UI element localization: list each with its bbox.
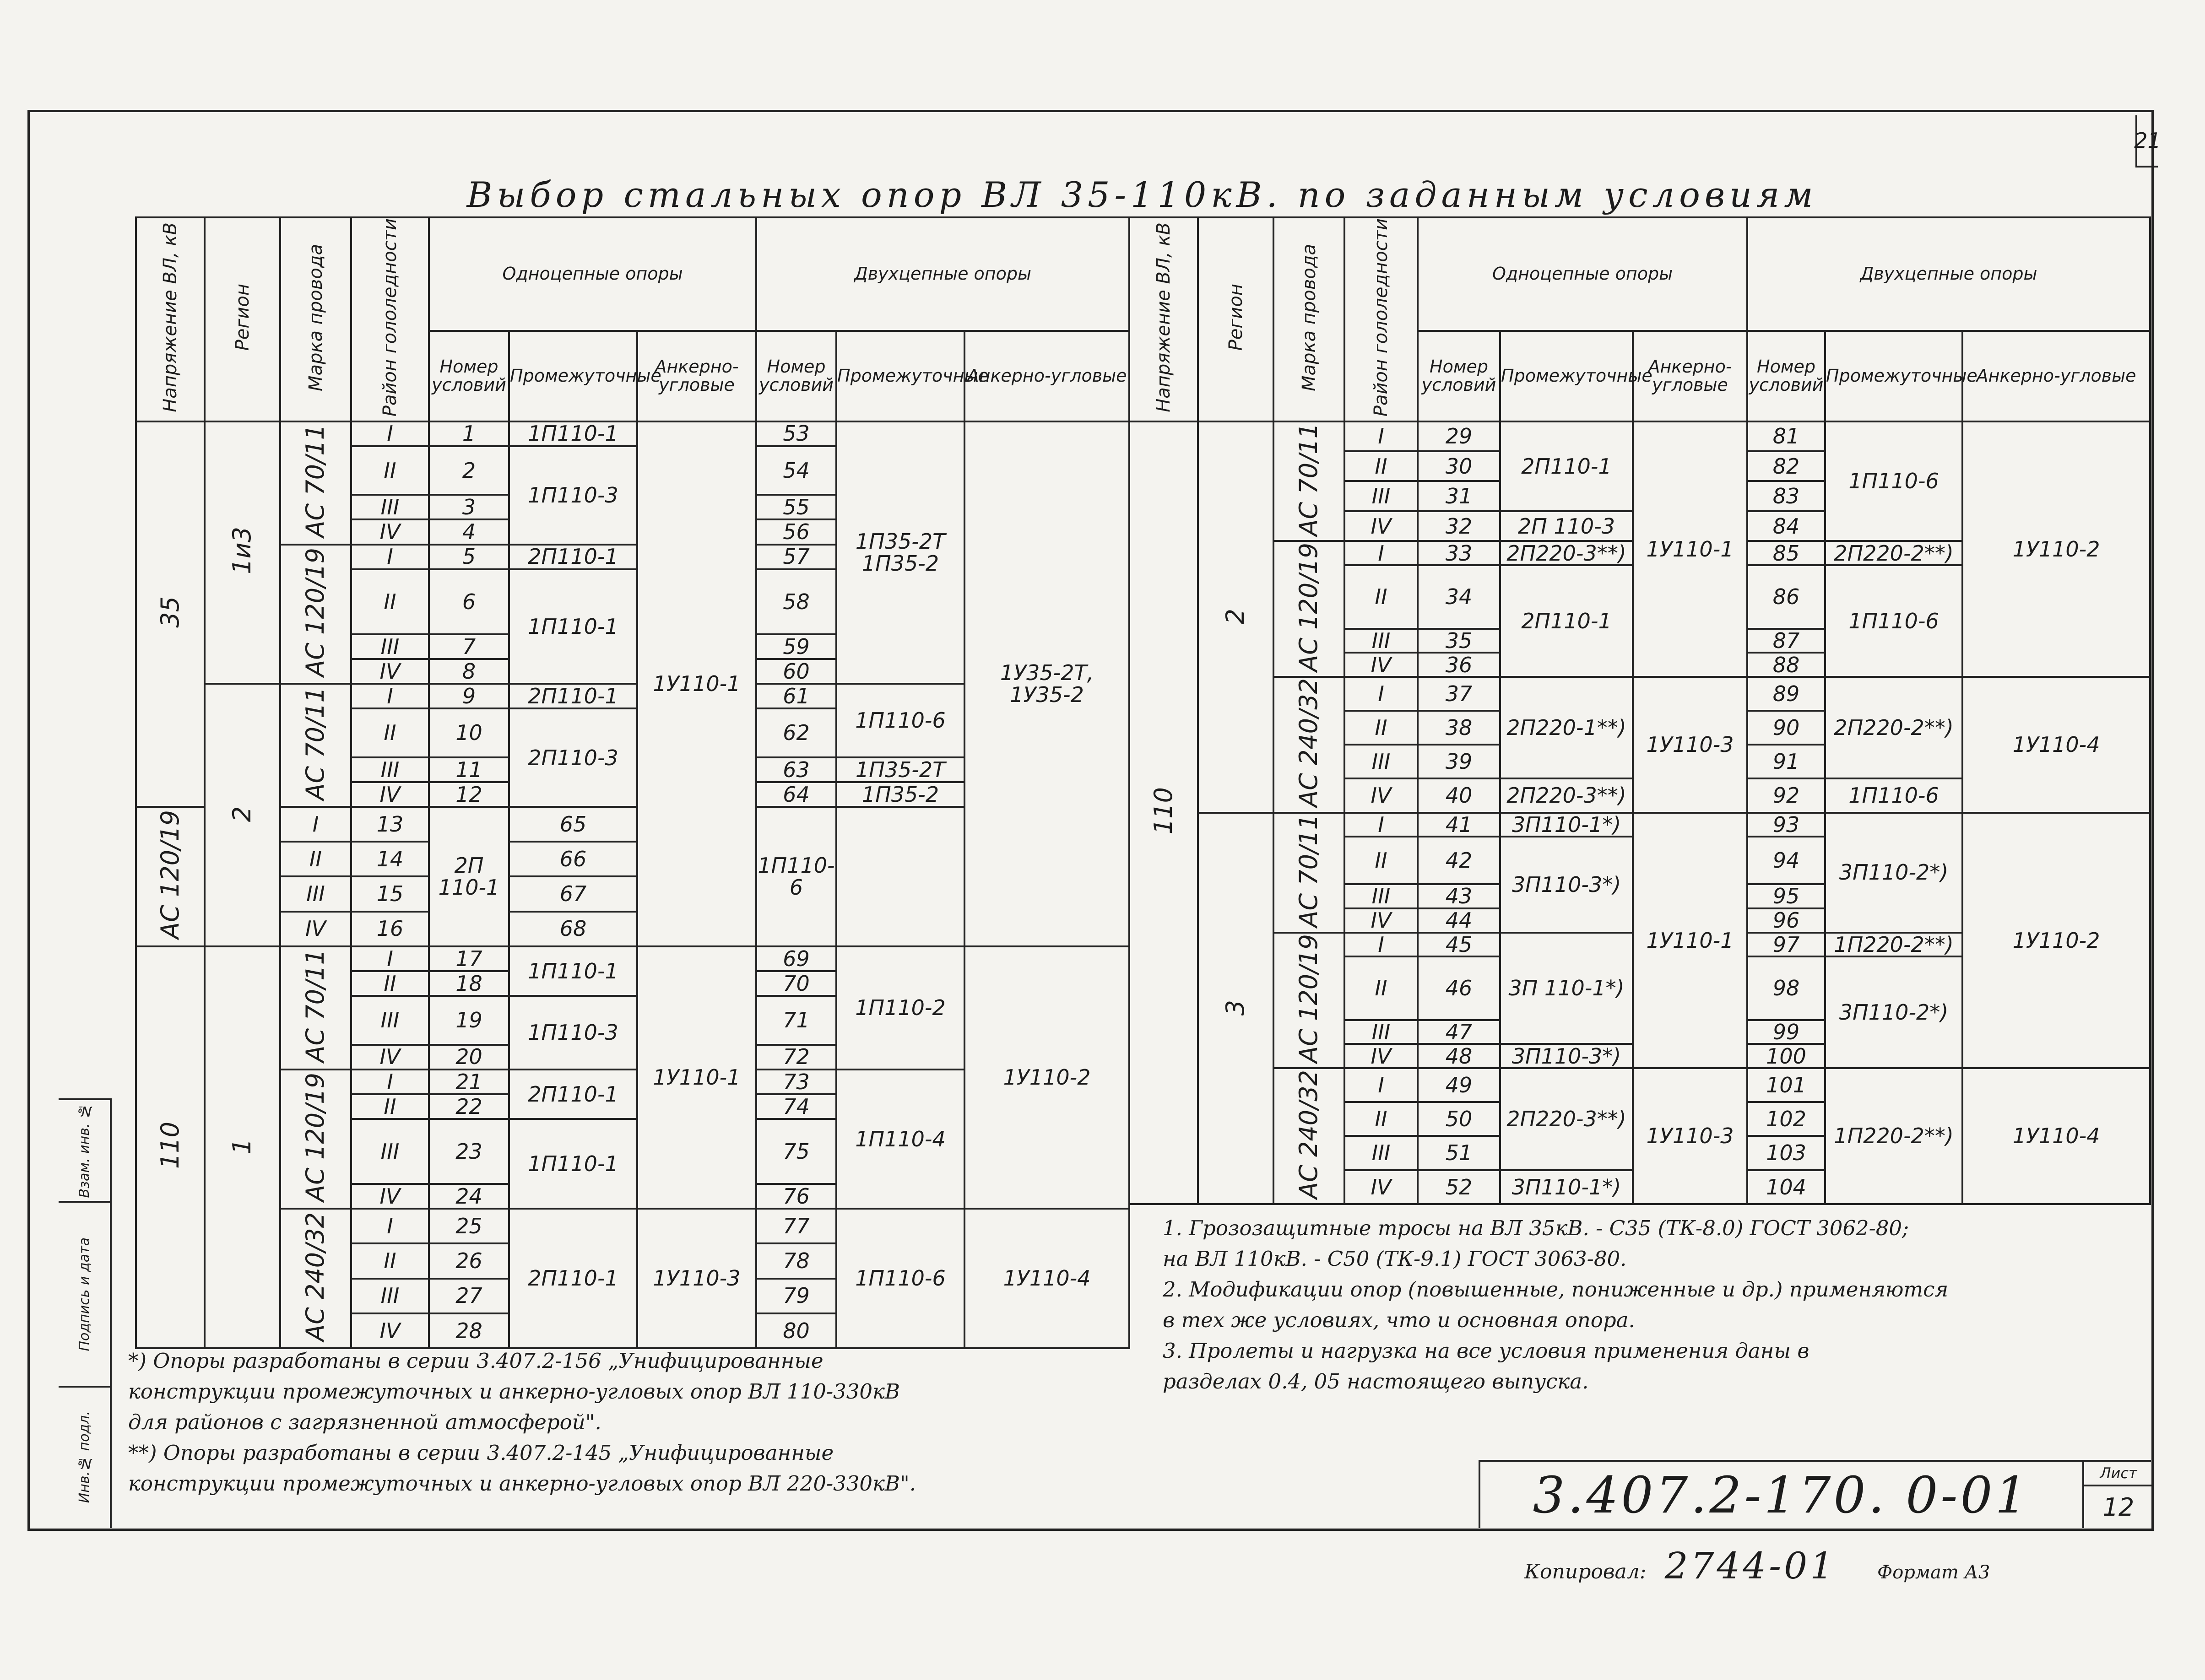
wire-cell: АС 70/11 [280,684,351,807]
condition-cell: 10 [429,708,509,757]
side-stamp [59,1098,112,1528]
condition-cell: 77 [756,1209,836,1243]
ice-cell: I [1344,541,1418,565]
condition-cell: 17 [429,946,509,971]
condition-cell: 36 [1418,653,1500,677]
single-inter-cell: 1П110-1 [509,1119,637,1209]
condition-cell: 55 [756,495,836,519]
double-inter-cell: 1П35-2 [836,782,964,807]
condition-cell: 60 [756,659,836,684]
hdr-double: Двухцепные опоры [756,217,1129,331]
wire-cell: АС 240/32 [1273,1068,1344,1204]
condition-cell: 78 [756,1243,836,1278]
condition-cell: 52 [1418,1170,1500,1204]
single-inter-cell: 3П110-1*) [1500,1170,1633,1204]
ice-cell: I [1344,1068,1418,1102]
ice-cell: III [280,876,351,911]
condition-cell: 87 [1747,629,1825,653]
condition-cell: 69 [756,946,836,971]
ice-cell: III [1344,745,1418,778]
double-inter-cell: 1П110-6 [836,684,964,757]
hdr-inter: Промежуточные [1500,331,1633,421]
footnote-line: конструкции промежуточных и анкерно-угловых опор ВЛ 220-330кВ". [128,1471,916,1496]
condition-cell: 59 [756,634,836,659]
right-table [1128,216,2149,1205]
condition-cell: 66 [509,842,637,876]
condition-cell: 90 [1747,711,1825,745]
condition-cell: 62 [756,708,836,757]
note-line: 2. Модификации опор (повышенные, пониженные и др.) применяются [1163,1277,1949,1302]
ice-cell: IV [1344,1044,1418,1068]
condition-cell: 19 [429,996,509,1045]
double-inter-cell: 2П220-2**) [1825,677,1962,778]
ice-cell: I [280,807,351,842]
table-title: Выбор стальных опор ВЛ 35-110кВ. по заданным условиям [466,174,1818,215]
hdr-num: Номер условий [1747,331,1825,421]
wire-cell: АС 70/11 [1273,813,1344,933]
copied-label: Копировал: [1524,1560,1647,1583]
single-inter-cell: 3П110-1*) [1500,813,1633,837]
condition-cell: 23 [429,1119,509,1184]
double-inter-cell: 3П110-2*) [1825,956,1962,1068]
sheet-number: 12 [2102,1492,2135,1522]
double-inter-cell: 1П35-2Т [836,757,964,782]
single-anchor-cell: 1У110-1 [637,946,756,1209]
single-inter-cell: 1П110-1 [509,569,637,684]
condition-cell: 84 [1747,511,1825,541]
condition-cell: 8 [429,659,509,684]
wire-cell: АС 70/11 [280,421,351,545]
double-inter-cell: 1П220-2**) [1825,1068,1962,1204]
wire-cell: АС 120/19 [1273,541,1344,677]
ice-cell: III [351,757,429,782]
note-line: 1. Грозозащитные тросы на ВЛ 35кВ. - С35 (ТК-8.0) ГОСТ 3062-80; [1163,1216,1909,1240]
ice-cell: II [351,446,429,495]
condition-cell: 49 [1418,1068,1500,1102]
condition-cell: 79 [756,1279,836,1313]
condition-cell: 18 [429,971,509,996]
single-inter-cell: 2П110-1 [509,545,637,569]
hdr-anchor: Анкерно-угловые [964,331,1129,421]
wire-cell: АС 120/19 [136,807,205,946]
single-inter-cell: 3П110-3*) [1500,837,1633,932]
voltage-cell: 35 [136,421,205,807]
double-anchor-cell: 1У35-2Т, 1У35-2 [964,421,1129,946]
condition-cell: 5 [429,545,509,569]
double-inter-cell: 2П220-2**) [1825,541,1962,565]
hdr-wire: Марка провода [1273,217,1344,421]
condition-cell: 37 [1418,677,1500,711]
wire-cell: АС 70/11 [1273,421,1344,541]
condition-cell: 64 [756,782,836,807]
condition-cell: 41 [1418,813,1500,837]
double-inter-cell: 1П220-2**) [1825,933,1962,957]
condition-cell: 33 [1418,541,1500,565]
single-inter-cell: 2П220-1**) [1500,677,1633,778]
double-anchor-cell: 1У110-4 [964,1209,1129,1348]
wire-cell: АС 240/32 [280,1209,351,1348]
single-anchor-cell: 1У110-3 [1633,677,1747,813]
ice-cell: III [351,996,429,1045]
hdr-inter: Промежуточные [836,331,964,421]
hdr-voltage: Напряжение ВЛ, кВ [136,217,205,421]
ice-cell: IV [351,659,429,684]
ice-cell: II [1344,956,1418,1020]
ice-cell: II [351,1094,429,1119]
footnote-line: для районов с загрязненной атмосферой". [128,1410,601,1434]
single-inter-cell: 2П110-1 [1500,565,1633,677]
hdr-anchor: Анкерно-угловые [637,331,756,421]
side-field: Подпись и дата [59,1203,110,1388]
condition-cell: 71 [756,996,836,1045]
hdr-double: Двухцепные опоры [1747,217,2150,331]
condition-cell: 4 [429,519,509,544]
condition-cell: 88 [1747,653,1825,677]
page-number: 21 [2135,115,2158,167]
double-inter-cell: 3П110-2*) [1825,813,1962,933]
hdr-anchor: Анкерно-угловые [1962,331,2150,421]
title-stamp [1479,1460,2151,1528]
condition-cell: 7 [429,634,509,659]
single-inter-cell: 3П110-3*) [1500,1044,1633,1068]
double-inter-cell: 1П110-2 [836,946,964,1070]
condition-cell: 95 [1747,884,1825,908]
condition-cell: 103 [1747,1136,1825,1170]
hdr-anchor: Анкерно-угловые [1633,331,1747,421]
condition-cell: 76 [756,1184,836,1209]
condition-cell: 21 [429,1070,509,1094]
footnote-line: *) Опоры разработаны в серии 3.407.2-156 „Унифицированные [128,1349,823,1373]
double-inter-cell: 1П35-2Т 1П35-2 [836,421,964,684]
condition-cell: 97 [1747,933,1825,957]
condition-cell: 31 [1418,481,1500,511]
condition-cell: 73 [756,1070,836,1094]
single-inter-cell: 2П220-3**) [1500,778,1633,812]
double-inter-cell: 1П110-6 [1825,778,1962,812]
single-anchor-cell: 1У110-1 [637,421,756,946]
condition-cell: 47 [1418,1020,1500,1044]
condition-cell: 11 [429,757,509,782]
single-inter-cell: 2П220-3**) [1500,1068,1633,1170]
ice-cell: III [351,1279,429,1313]
wire-cell: АС 120/19 [1273,933,1344,1069]
single-inter-cell: 2П110-1 [1500,421,1633,511]
condition-cell: 94 [1747,837,1825,884]
ice-cell: I [1344,933,1418,957]
ice-cell: IV [351,1045,429,1070]
condition-cell: 51 [1418,1136,1500,1170]
double-inter-cell: 1П110-6 [756,807,836,946]
condition-cell: 29 [1418,421,1500,451]
footnote-line: конструкции промежуточных и анкерно-угловых опор ВЛ 110-330кВ [128,1379,900,1404]
condition-cell: 89 [1747,677,1825,711]
condition-cell: 72 [756,1045,836,1070]
footnote-line: **) Опоры разработаны в серии 3.407.2-145 „Унифицированные [128,1441,834,1465]
condition-cell: 43 [1418,884,1500,908]
condition-cell: 50 [1418,1102,1500,1136]
ice-cell: III [1344,481,1418,511]
ice-cell: IV [280,912,351,946]
condition-cell: 14 [351,842,429,876]
condition-cell: 54 [756,446,836,495]
ice-cell: I [351,421,429,446]
single-inter-cell: 2П 110-1 [429,807,509,946]
condition-cell: 38 [1418,711,1500,745]
condition-cell: 80 [756,1313,836,1348]
sheet-label: Лист [2084,1462,2153,1486]
sheet-box [2082,1462,2153,1528]
condition-cell: 53 [756,421,836,446]
condition-cell: 2 [429,446,509,495]
single-inter-cell: 2П220-3**) [1500,541,1633,565]
double-anchor-cell: 1У110-2 [964,946,1129,1209]
condition-cell: 86 [1747,565,1825,628]
region-cell: 1и3 [205,421,280,684]
condition-cell: 13 [351,807,429,842]
single-anchor-cell: 1У110-3 [1633,1068,1747,1204]
ice-cell: II [351,569,429,634]
condition-cell: 75 [756,1119,836,1184]
condition-cell: 56 [756,519,836,544]
condition-cell: 25 [429,1209,509,1243]
format-label: Формат А3 [1877,1562,1990,1583]
condition-cell: 12 [429,782,509,807]
condition-cell: 27 [429,1279,509,1313]
ice-cell: III [1344,884,1418,908]
single-inter-cell: 1П110-3 [509,996,637,1070]
ice-cell: II [351,1243,429,1278]
condition-cell: 3 [429,495,509,519]
wire-cell: АС 70/11 [280,946,351,1070]
condition-cell: 6 [429,569,509,634]
condition-cell: 82 [1747,451,1825,481]
condition-cell: 100 [1747,1044,1825,1068]
ice-cell: IV [1344,1170,1418,1204]
hdr-single: Одноцепные опоры [1418,217,1747,331]
single-anchor-cell: 1У110-1 [1633,813,1747,1069]
ice-cell: IV [351,782,429,807]
condition-cell: 20 [429,1045,509,1070]
note-line: 3. Пролеты и нагрузка на все условия применения даны в [1163,1339,1810,1363]
region-cell: 1 [205,946,280,1348]
condition-cell: 83 [1747,481,1825,511]
condition-cell: 74 [756,1094,836,1119]
ice-cell: I [351,1209,429,1243]
ice-cell: IV [351,1184,429,1209]
condition-cell: 58 [756,569,836,634]
ice-cell: II [351,708,429,757]
double-anchor-cell: 1У110-2 [1962,421,2150,677]
single-inter-cell: 2П110-1 [509,1209,637,1348]
side-field: Взам. инв. № [59,1100,110,1203]
note-line: разделах 0.4, 05 настоящего выпуска. [1163,1369,1589,1394]
condition-cell: 26 [429,1243,509,1278]
hdr-inter: Промежуточные [1825,331,1962,421]
document-code: 3.407.2-170. 0-01 [1533,1465,2030,1524]
wire-cell: АС 240/32 [1273,677,1344,813]
hdr-single: Одноцепные опоры [429,217,756,331]
ice-cell: II [1344,451,1418,481]
hdr-num: Номер условий [429,331,509,421]
condition-cell: 81 [1747,421,1825,451]
condition-cell: 101 [1747,1068,1825,1102]
condition-cell: 44 [1418,908,1500,933]
condition-cell: 42 [1418,837,1500,884]
ice-cell: I [351,545,429,569]
ice-cell: II [351,971,429,996]
archive-number: 2744-01 [1664,1545,1836,1587]
ice-cell: IV [351,519,429,544]
region-cell: 2 [205,684,280,946]
condition-cell: 24 [429,1184,509,1209]
condition-cell: 63 [756,757,836,782]
condition-cell: 30 [1418,451,1500,481]
side-field: Инв.№ подл. [76,1410,92,1503]
ice-cell: III [351,1119,429,1184]
wire-cell: АС 120/19 [280,545,351,684]
condition-cell: 35 [1418,629,1500,653]
condition-cell: 45 [1418,933,1500,957]
hdr-inter: Промежуточные [509,331,637,421]
condition-cell: 28 [429,1313,509,1348]
ice-cell: I [351,946,429,971]
ice-cell: III [1344,629,1418,653]
wire-cell: АС 120/19 [280,1070,351,1209]
condition-cell: 102 [1747,1102,1825,1136]
double-anchor-cell: 1У110-2 [1962,813,2150,1069]
ice-cell: II [1344,837,1418,884]
condition-cell: 67 [509,876,637,911]
condition-cell: 39 [1418,745,1500,778]
condition-cell: 46 [1418,956,1500,1020]
footnotes [128,1345,1135,1499]
hdr-num: Номер условий [756,331,836,421]
hdr-ice: Район гололедности [351,217,429,421]
single-inter-cell: 2П110-1 [509,1070,637,1119]
single-anchor-cell: 1У110-1 [1633,421,1747,677]
single-inter-cell: 1П110-3 [509,446,637,545]
single-inter-cell: 1П110-1 [509,421,637,446]
hdr-region: Регион [205,217,280,421]
condition-cell: 92 [1747,778,1825,812]
ice-cell: IV [1344,511,1418,541]
ice-cell: I [351,684,429,708]
left-table [135,216,1128,1349]
condition-cell: 15 [351,876,429,911]
condition-cell: 85 [1747,541,1825,565]
single-inter-cell: 2П110-3 [509,708,637,807]
single-anchor-cell: 1У110-3 [637,1209,756,1348]
condition-cell: 70 [756,971,836,996]
ice-cell: II [1344,565,1418,628]
condition-cell: 104 [1747,1170,1825,1204]
ice-cell: IV [351,1313,429,1348]
ice-cell: IV [1344,778,1418,812]
double-inter-cell: 1П110-4 [836,1070,964,1209]
double-anchor-cell: 1У110-4 [1962,677,2150,813]
ice-cell: II [280,842,351,876]
ice-cell: III [351,495,429,519]
ice-cell: I [351,1070,429,1094]
condition-cell: 9 [429,684,509,708]
double-inter-cell: 1П110-6 [1825,421,1962,541]
single-inter-cell: 3П 110-1*) [1500,933,1633,1044]
region-cell: 2 [1198,421,1273,813]
region-cell: 3 [1198,813,1273,1204]
ice-cell: IV [1344,908,1418,933]
condition-cell: 34 [1418,565,1500,628]
ice-cell: I [1344,813,1418,837]
ice-cell: IV [1344,653,1418,677]
ice-cell: III [1344,1020,1418,1044]
ice-cell: I [1344,421,1418,451]
voltage-cell: 110 [1129,421,1198,1204]
hdr-voltage: Напряжение ВЛ, кВ [1129,217,1198,421]
ice-cell: I [1344,677,1418,711]
hdr-ice: Район гололедности [1344,217,1418,421]
condition-cell: 48 [1418,1044,1500,1068]
condition-cell: 57 [756,545,836,569]
condition-cell: 16 [351,912,429,946]
condition-cell: 61 [756,684,836,708]
double-inter-cell: 1П110-6 [836,1209,964,1348]
double-anchor-cell: 1У110-4 [1962,1068,2150,1204]
condition-cell: 96 [1747,908,1825,933]
hdr-region: Регион [1198,217,1273,421]
note-line: на ВЛ 110кВ. - С50 (ТК-9.1) ГОСТ 3063-80. [1163,1247,1627,1271]
ice-cell: II [1344,711,1418,745]
condition-cell: 99 [1747,1020,1825,1044]
condition-cell: 65 [509,807,637,842]
condition-cell: 32 [1418,511,1500,541]
voltage-cell: 110 [136,946,205,1348]
note-line: в тех же условиях, что и основная опора. [1163,1308,1635,1332]
condition-cell: 68 [509,912,637,946]
condition-cell: 91 [1747,745,1825,778]
single-inter-cell: 2П 110-3 [1500,511,1633,541]
ice-cell: III [351,634,429,659]
ice-cell: II [1344,1102,1418,1136]
general-notes [1163,1213,2147,1397]
condition-cell: 1 [429,421,509,446]
double-inter-cell: 1П110-6 [1825,565,1962,677]
condition-cell: 93 [1747,813,1825,837]
condition-cell: 22 [429,1094,509,1119]
copy-line [1524,1545,1990,1587]
condition-cell: 40 [1418,778,1500,812]
condition-cell: 98 [1747,956,1825,1020]
single-inter-cell: 1П110-1 [509,946,637,996]
ice-cell: III [1344,1136,1418,1170]
single-inter-cell: 2П110-1 [509,684,637,708]
hdr-num: Номер условий [1418,331,1500,421]
hdr-wire: Марка провода [280,217,351,421]
